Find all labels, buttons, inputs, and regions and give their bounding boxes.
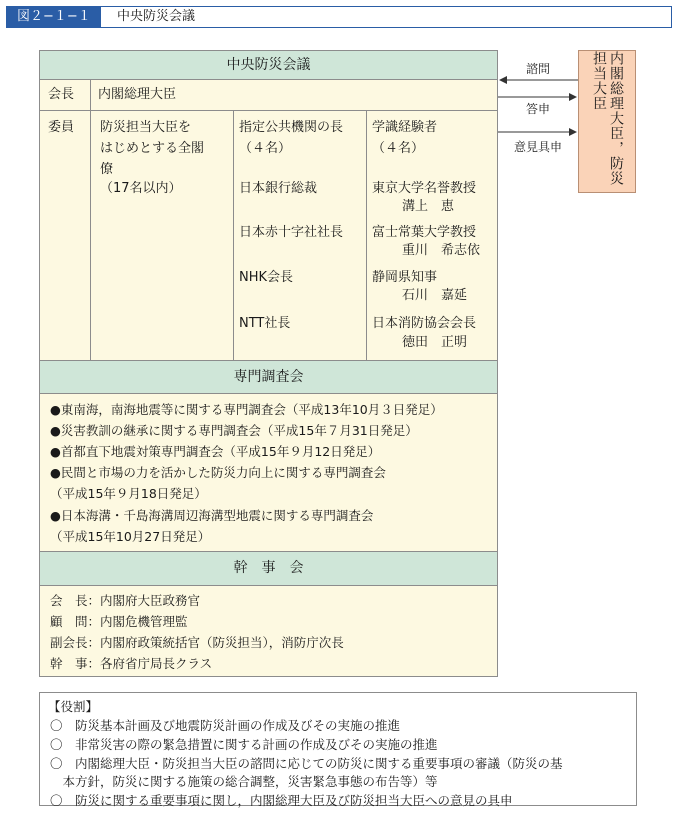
staff-member: 顧 問：内閣危機管理監 bbox=[50, 614, 188, 629]
column-divider bbox=[233, 111, 234, 360]
roles-box bbox=[39, 692, 637, 806]
public-org-member: NTT社長 bbox=[239, 316, 291, 331]
public-org-count: （４名） bbox=[239, 141, 292, 156]
figure-label: 図２−１−１ bbox=[7, 7, 101, 27]
consult-label: 諮問 bbox=[525, 62, 550, 76]
chair-name: 内閣総理大臣 bbox=[98, 87, 177, 102]
staff-member: 副会長：内閣府政策統括官（防災担当），消防庁次長 bbox=[50, 635, 344, 650]
expert-member-title: 静岡県知事 bbox=[372, 270, 438, 285]
divider bbox=[40, 110, 497, 111]
council-block bbox=[39, 50, 498, 677]
expert-member-title: 富士常葉大学教授 bbox=[372, 225, 477, 240]
expert-committee-item: ●首都直下地震対策専門調査会（平成15年９月12日発足） bbox=[50, 444, 381, 459]
expert-committee-item: ●東南海，南海地震等に関する専門調査会（平成13年10月３日発足） bbox=[50, 402, 443, 417]
report-label: 答申 bbox=[525, 102, 550, 116]
public-org-member: 日本赤十字社社長 bbox=[239, 225, 344, 240]
expert-committee-title: 専門調査会 bbox=[40, 361, 497, 393]
expert-member-title: 日本消防協会会長 bbox=[372, 316, 477, 331]
expert-committee-date: （平成15年10月27日発足） bbox=[50, 529, 211, 544]
cabinet-line-3: 僚 bbox=[100, 162, 114, 177]
figure-title: 中央防災会議 bbox=[117, 9, 196, 24]
expert-committee-item: ●日本海溝・千島海溝周辺海溝型地震に関する専門調査会 bbox=[50, 508, 374, 523]
cabinet-count: （17名以内） bbox=[100, 181, 182, 196]
prime-minister-box bbox=[578, 50, 636, 193]
expert-member-count: （４名） bbox=[372, 141, 425, 156]
chair-role: 会長 bbox=[48, 87, 75, 102]
prime-minister-text: 内閣総理大臣，防災担当大臣 bbox=[591, 51, 624, 186]
members-role: 委員 bbox=[48, 120, 75, 135]
expert-member-name: 徳田 正明 bbox=[402, 335, 468, 350]
divider bbox=[40, 393, 497, 394]
role-item: 〇 内閣総理大臣・防災担当大臣の諮問に応じての防災に関する重要事項の審議（防災の基 bbox=[50, 756, 563, 771]
roles-title: 【役割】 bbox=[48, 699, 99, 714]
cabinet-line-1: 防災担当大臣を bbox=[100, 120, 192, 135]
expert-member-name: 溝上 恵 bbox=[402, 199, 455, 214]
column-divider bbox=[366, 111, 367, 360]
divider bbox=[40, 585, 497, 586]
figure-header bbox=[6, 6, 672, 28]
expert-member-title: 東京大学名誉教授 bbox=[372, 181, 477, 196]
cabinet-line-2: はじめとする全閣 bbox=[100, 141, 205, 156]
expert-committee-date: （平成15年９月18日発足） bbox=[50, 486, 207, 501]
expert-member-name: 重川 希志依 bbox=[402, 243, 481, 258]
staff-member: 会 長：内閣府大臣政務官 bbox=[50, 593, 201, 608]
expert-committee-item: ●民間と市場の力を活かした防災力向上に関する専門調査会 bbox=[50, 465, 386, 480]
role-item-continued: 本方針，防災に関する施策の総合調整，災害緊急事態の布告等）等 bbox=[50, 774, 438, 789]
council-title: 中央防災会議 bbox=[40, 51, 497, 79]
role-item: 〇 非常災害の際の緊急措置に関する計画の作成及びその実施の推進 bbox=[50, 737, 438, 752]
divider bbox=[40, 79, 497, 80]
public-org-header: 指定公共機関の長 bbox=[239, 120, 344, 135]
public-org-member: 日本銀行総裁 bbox=[239, 181, 318, 196]
expert-member-header: 学識経験者 bbox=[372, 120, 438, 135]
opinion-label: 意見具申 bbox=[513, 140, 562, 154]
role-item: 〇 防災に関する重要事項に関し，内閣総理大臣及び防災担当大臣への意見の具申 bbox=[50, 793, 513, 808]
public-org-member: NHK会長 bbox=[239, 270, 294, 285]
expert-member-name: 石川 嘉延 bbox=[402, 288, 468, 303]
staff-member: 幹 事：各府省庁局長クラス bbox=[50, 656, 213, 671]
staff-committee-title: 幹 事 会 bbox=[40, 552, 497, 585]
role-item: 〇 防災基本計画及び地震防災計画の作成及びその実施の推進 bbox=[50, 718, 401, 733]
expert-committee-item: ●災害教訓の継承に関する専門調査会（平成15年７月31日発足） bbox=[50, 423, 418, 438]
column-divider bbox=[90, 80, 91, 360]
